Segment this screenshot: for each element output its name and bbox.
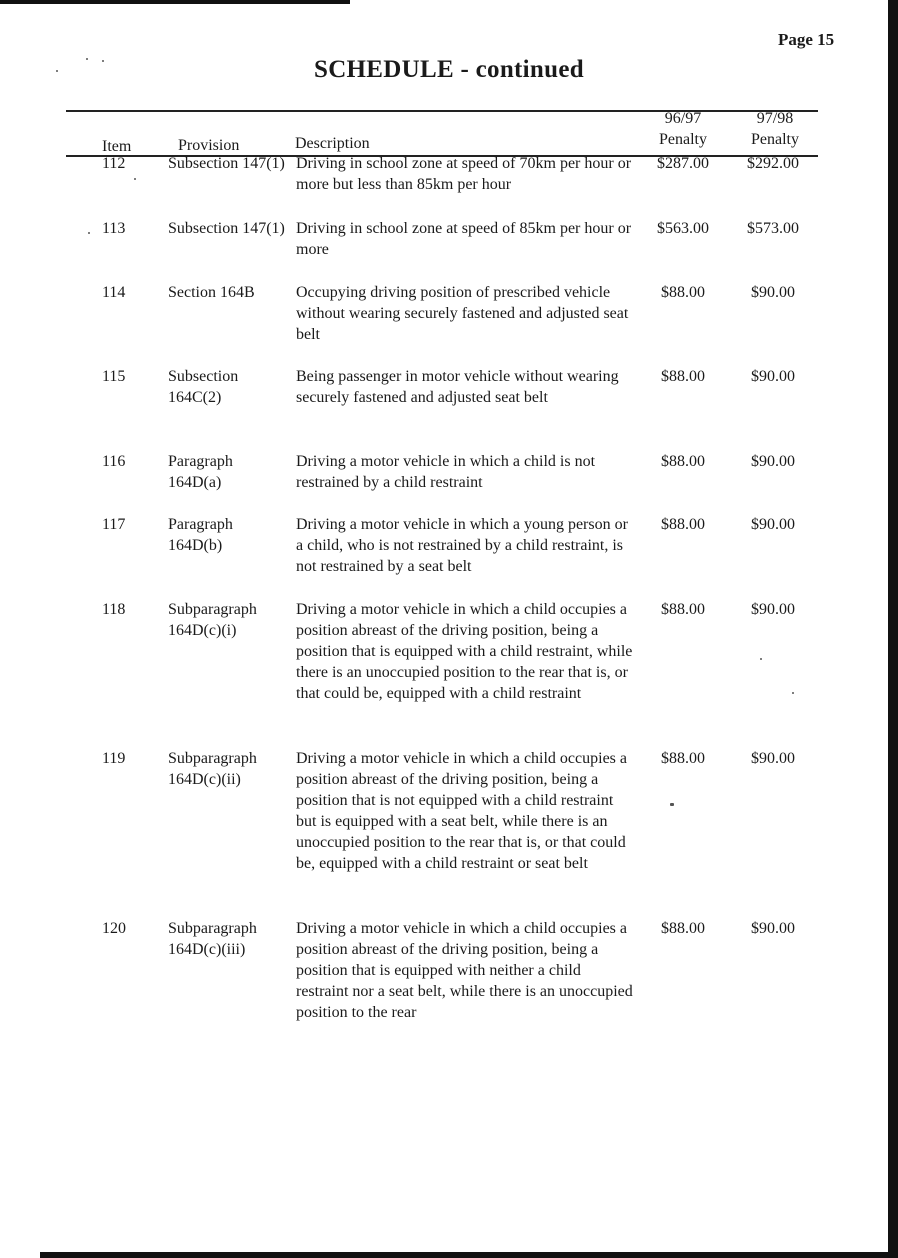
provision: Subsection 147(1) — [168, 220, 285, 237]
penalty-9798: $573.00 — [747, 220, 799, 237]
provision: Paragraph 164D(b) — [168, 516, 233, 554]
description: Driving a motor vehicle in which a child occupies a position abreast of the driving position, being a position that is equipped with a child restraint, while there is an unoccupied position to the rear that is, or that could be, equipped with a child restraint — [296, 601, 633, 702]
penalty-9798: $90.00 — [751, 453, 795, 470]
scan-edge-bottom — [40, 1252, 898, 1258]
provision: Paragraph 164D(a) — [168, 453, 233, 491]
description: Being passenger in motor vehicle without wearing securely fastened and adjusted seat belt — [296, 368, 619, 406]
page-title: SCHEDULE - continued — [314, 56, 584, 83]
penalty-9697: $88.00 — [661, 516, 705, 533]
header-description: Description — [295, 135, 370, 152]
provision: Subsection 147(1) — [168, 155, 285, 172]
item-number: 120 — [102, 920, 126, 937]
scan-speck — [86, 58, 88, 60]
scan-speck — [56, 70, 58, 72]
header-penalty-9798-year: 97/98 — [756, 110, 794, 127]
header-penalty-9697-year: 96/97 — [664, 110, 702, 127]
description: Driving in school zone at speed of 85km per hour or more — [296, 220, 632, 258]
penalty-9798: $90.00 — [751, 750, 795, 767]
provision: Subsection 164C(2) — [168, 368, 239, 406]
penalty-9697: $88.00 — [661, 601, 705, 618]
item-number: 119 — [102, 750, 126, 767]
header-penalty-9697-label: Penalty — [659, 131, 707, 148]
item-number: 116 — [102, 453, 126, 470]
description: Driving a motor vehicle in which a child is not restrained by a child restraint — [296, 453, 596, 491]
penalty-9798: $292.00 — [747, 155, 799, 172]
penalty-9798: $90.00 — [751, 368, 795, 385]
scan-edge-top — [0, 0, 350, 4]
page-number: Page 15 — [778, 30, 835, 49]
penalty-9697: $88.00 — [661, 920, 705, 937]
header-item: Item — [102, 138, 132, 155]
description: Driving a motor vehicle in which a young person or a child, who is not restrained by a child restraint, is not restrained by a seat belt — [296, 516, 628, 575]
header-penalty-9798 — [732, 108, 818, 150]
scan-speck — [792, 692, 794, 694]
penalty-9798: $90.00 — [751, 284, 795, 301]
description: Occupying driving position of prescribed vehicle without wearing securely fastened and adjusted seat belt — [296, 284, 629, 343]
item-number: 117 — [102, 516, 126, 533]
penalty-9697: $88.00 — [661, 284, 705, 301]
description: Driving in school zone at speed of 70km per hour or more but less than 85km per hour — [296, 155, 632, 193]
item-number: 118 — [102, 601, 126, 618]
penalty-9798: $90.00 — [751, 601, 795, 618]
header-penalty-9798-label: Penalty — [751, 131, 799, 148]
header-penalty-9697 — [640, 108, 726, 150]
description: Driving a motor vehicle in which a child occupies a position abreast of the driving position, being a position that is equipped with neither a child restraint nor a seat belt, while there is an unoccupied position to the rear — [296, 920, 633, 1021]
provision: Subparagraph 164D(c)(iii) — [168, 920, 257, 958]
scan-speck — [670, 803, 674, 806]
scan-speck — [134, 178, 136, 180]
penalty-9697: $88.00 — [661, 453, 705, 470]
scan-edge-right — [888, 0, 898, 1258]
penalty-9697: $88.00 — [661, 368, 705, 385]
item-number: 114 — [102, 284, 126, 301]
penalty-9697: $563.00 — [657, 220, 709, 237]
scan-speck — [88, 232, 90, 234]
header-provision: Provision — [178, 137, 240, 154]
item-number: 113 — [102, 220, 126, 237]
provision: Subparagraph 164D(c)(ii) — [168, 750, 257, 788]
provision: Section 164B — [168, 284, 255, 301]
penalty-9798: $90.00 — [751, 920, 795, 937]
scan-speck — [102, 60, 104, 62]
scan-speck — [760, 658, 762, 660]
item-number: 115 — [102, 368, 126, 385]
penalty-9798: $90.00 — [751, 516, 795, 533]
penalty-9697: $88.00 — [661, 750, 705, 767]
penalty-9697: $287.00 — [657, 155, 709, 172]
provision: Subparagraph 164D(c)(i) — [168, 601, 257, 639]
description: Driving a motor vehicle in which a child occupies a position abreast of the driving position, being a position that is not equipped with a child restraint but is equipped with a seat belt, while there is an unoccupied position to the rear that is, or that could be, equipped with a child restraint or seat belt — [296, 750, 628, 872]
item-number: 112 — [102, 155, 126, 172]
